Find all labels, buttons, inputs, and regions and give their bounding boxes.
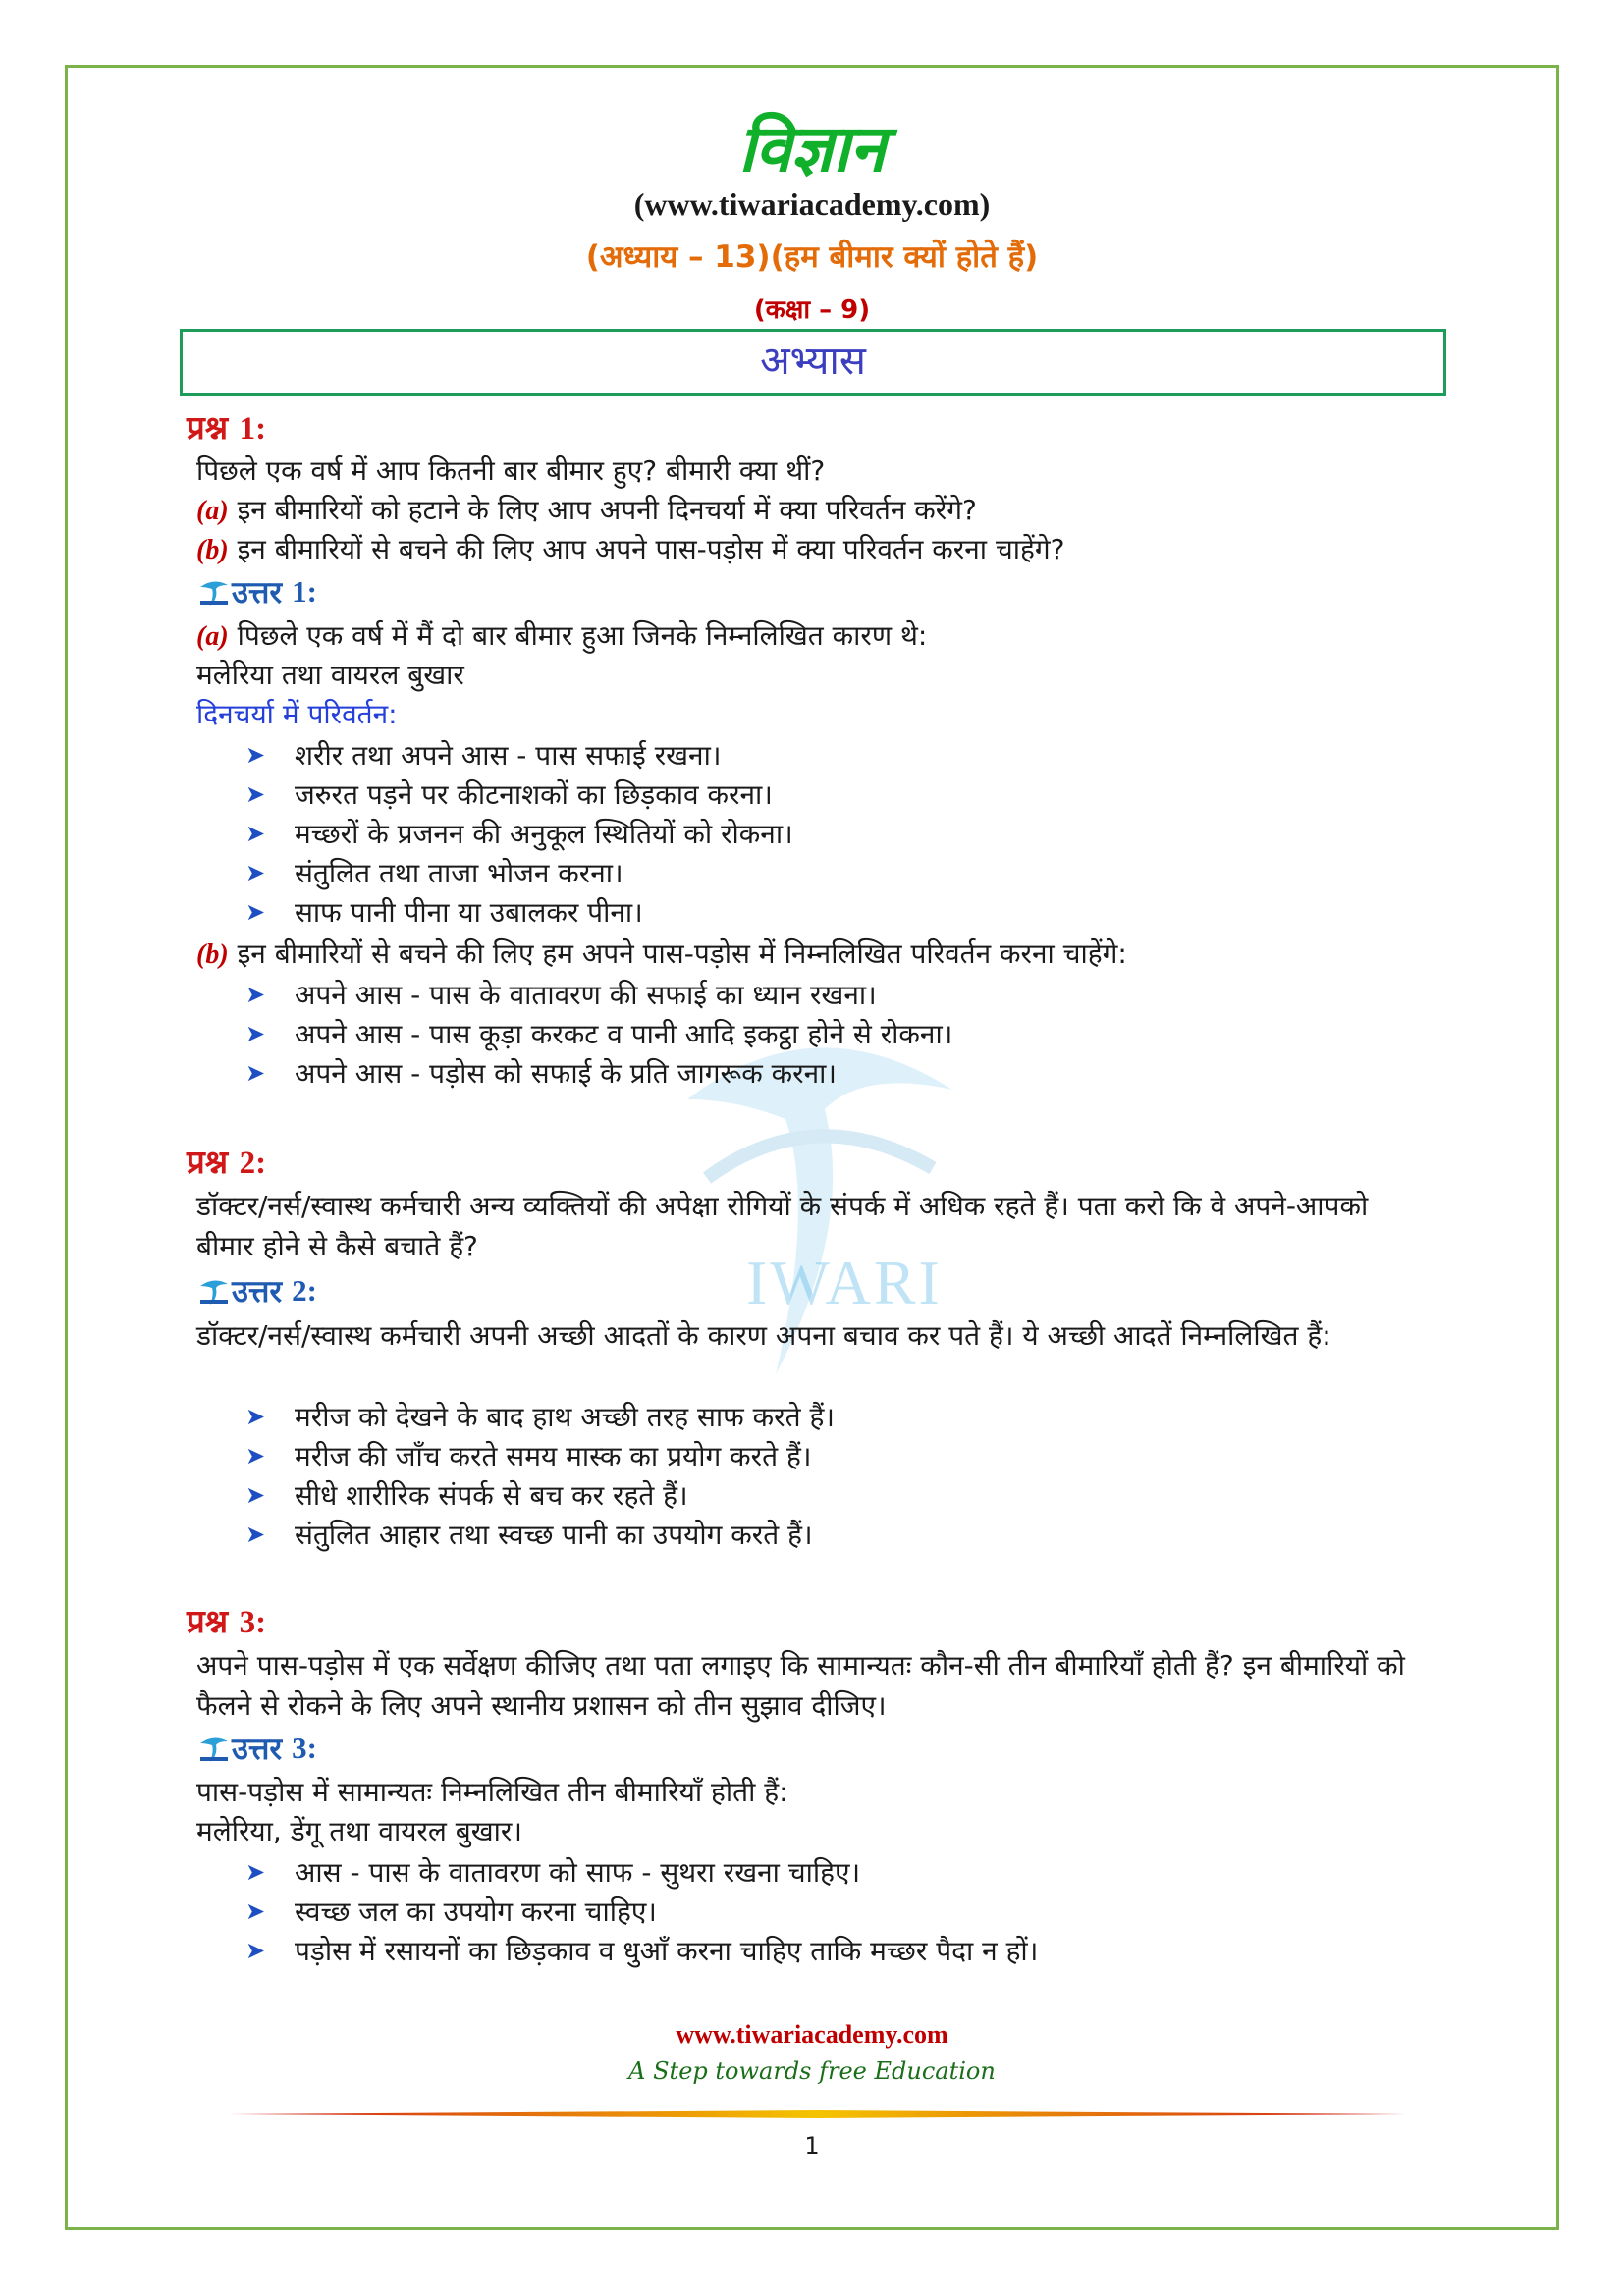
arrow-bullet-icon: ➤ (245, 1481, 266, 1509)
answer-1-heading (196, 571, 317, 613)
part-marker: (a) (196, 496, 229, 526)
answer-1-diseases: मलेरिया तथा वायरल बुखार (196, 659, 464, 691)
answer-1a (196, 616, 927, 654)
question-2-heading (187, 1139, 266, 1183)
arrow-bullet-icon: ➤ (245, 780, 266, 808)
page-number: 1 (804, 2132, 820, 2160)
part-text: पिछले एक वर्ष में मैं दो बार बीमार हुआ जिनके निम्नलिखित कारण थे: (237, 619, 928, 652)
question-number: 3: (239, 1605, 267, 1640)
list-item: ➤ अपने आस - पास के वातावरण की सफाई का ध्यान रखना। (245, 979, 877, 1011)
question-label: प्रश्न (187, 408, 229, 447)
list-item: ➤ मरीज को देखने के बाद हाथ अच्छी तरह साफ करते हैं। (245, 1401, 835, 1433)
part-marker: (a) (196, 621, 229, 652)
arrow-bullet-icon: ➤ (245, 1020, 266, 1047)
footer-divider (228, 2110, 1406, 2118)
part-text: इन बीमारियों से बचने की लिए हम अपने पास-पड़ोस में निम्नलिखित परिवर्तन करना चाहेंगे: (237, 937, 1127, 970)
list-item: ➤ अपने आस - पड़ोस को सफाई के प्रति जागरूक करना। (245, 1057, 837, 1090)
section-heading: अभ्यास (180, 329, 1446, 396)
question-1b (196, 530, 1064, 567)
answer-label: उत्तर (232, 1274, 283, 1309)
answer-3-line1: पास-पड़ोस में सामान्यतः निम्नलिखित तीन बीमारियाँ होती हैं: (196, 1776, 788, 1808)
part-marker: (b) (196, 939, 229, 970)
chapter-title: (अध्याय – 13)(हम बीमार क्यों होते हैं) (585, 240, 1039, 275)
answer-3-heading (196, 1728, 317, 1769)
question-2-text: डॉक्टर/नर्स/स्वास्थ कर्मचारी अन्य व्यक्तियों की अपेक्षा रोगियों के संपर्क में अधिक रहते हैं। पता करो कि वे अपने-आपको बीमार होने से कैसे बचाते हैं? (196, 1190, 1369, 1262)
arrow-bullet-icon: ➤ (245, 981, 266, 1008)
answer-label: उत्तर (232, 575, 283, 611)
arrow-bullet-icon: ➤ (245, 859, 266, 886)
answer-label: उत्तर (232, 1732, 283, 1767)
list-item: ➤ मच्छरों के प्रजनन की अनुकूल स्थितियों को रोकना। (245, 818, 793, 850)
list-item: ➤ मरीज की जाँच करते समय मास्क का प्रयोग करते हैं। (245, 1440, 812, 1472)
part-marker: (b) (196, 535, 229, 565)
question-1-heading (187, 404, 266, 449)
answer-2-heading (196, 1270, 317, 1311)
arrow-bullet-icon: ➤ (245, 1521, 266, 1548)
routine-heading: दिनचर्या में परिवर्तन: (196, 698, 398, 730)
list-item: ➤ शरीर तथा अपने आस - पास सफाई रखना। (245, 739, 722, 772)
class-label: (कक्षा – 9) (753, 295, 871, 325)
answer-3-line2: मलेरिया, डेंगू तथा वायरल बुखार। (196, 1815, 522, 1847)
list-item: ➤ पड़ोस में रसायनों का छिड़काव व धुआँ करना चाहिए ताकि मच्छर पैदा न हों। (245, 1935, 1039, 1967)
list-item: ➤ जरुरत पड़ने पर कीटनाशकों का छिड़काव करना। (245, 778, 773, 811)
arrow-bullet-icon: ➤ (245, 1403, 266, 1430)
page-title: विज्ञान (738, 111, 886, 187)
question-number: 1: (239, 411, 267, 447)
list-item: ➤ अपने आस - पास कूड़ा करकट व पानी आदि इकट्ठा होने से रोकना। (245, 1018, 953, 1050)
list-item: ➤ आस - पास के वातावरण को साफ - सुथरा रखना चाहिए। (245, 1856, 861, 1889)
footer-website[interactable]: www.tiwariacademy.com (676, 2020, 948, 2049)
list-item: ➤ स्वच्छ जल का उपयोग करना चाहिए। (245, 1896, 657, 1928)
answer-1b (196, 934, 1127, 972)
list-item: ➤ संतुलित आहार तथा स्वच्छ पानी का उपयोग करते हैं। (245, 1519, 813, 1551)
part-text: इन बीमारियों को हटाने के लिए आप अपनी दिनचर्या में क्या परिवर्तन करेंगे? (237, 494, 977, 526)
arrow-bullet-icon: ➤ (245, 820, 266, 847)
arrow-bullet-icon: ➤ (245, 898, 266, 926)
answer-number: 1: (292, 574, 317, 609)
tiwari-logo-icon (196, 1734, 232, 1763)
tiwari-logo-icon (196, 1276, 232, 1306)
arrow-bullet-icon: ➤ (245, 1858, 266, 1886)
question-1a (196, 491, 977, 528)
question-1-text: पिछले एक वर्ष में आप कितनी बार बीमार हुए? बीमारी क्या थीं? (196, 454, 826, 487)
watermark-text: IWARI (746, 1248, 943, 1317)
list-item: ➤ संतुलित तथा ताजा भोजन करना। (245, 857, 623, 889)
question-number: 2: (239, 1146, 267, 1181)
arrow-bullet-icon: ➤ (245, 1937, 266, 1964)
question-3-text: अपने पास-पड़ोस में एक सर्वेक्षण कीजिए तथा पता लगाइए कि सामान्यतः कौन-सी तीन बीमारियाँ होती हैं? इन बीमारियों को फैलने से रोकने के लिए अपने स्थानीय प्रशासन को तीन सुझाव दीजिए। (196, 1649, 1405, 1722)
question-label: प्रश्न (187, 1602, 229, 1640)
answer-2-text: डॉक्टर/नर्स/स्वास्थ कर्मचारी अपनी अच्छी आदतों के कारण अपना बचाव कर पते हैं। ये अच्छी आदतें निम्नलिखित हैं: (196, 1319, 1331, 1352)
arrow-bullet-icon: ➤ (245, 1059, 266, 1087)
arrow-bullet-icon: ➤ (245, 1897, 266, 1925)
answer-number: 3: (292, 1731, 317, 1765)
arrow-bullet-icon: ➤ (245, 741, 266, 769)
tiwari-logo-icon (196, 577, 232, 607)
answer-number: 2: (292, 1273, 317, 1308)
part-text: इन बीमारियों से बचने की लिए आप अपने पास-पड़ोस में क्या परिवर्तन करना चाहेंगे? (237, 533, 1065, 565)
footer-tagline: A Step towards free Education (628, 2057, 996, 2085)
list-item: ➤ सीधे शारीरिक संपर्क से बच कर रहते हैं। (245, 1479, 688, 1512)
question-label: प्रश्न (187, 1143, 229, 1181)
arrow-bullet-icon: ➤ (245, 1442, 266, 1469)
list-item: ➤ साफ पानी पीना या उबालकर पीना। (245, 896, 643, 929)
header-website[interactable]: (www.tiwariacademy.com) (633, 187, 991, 222)
question-3-heading (187, 1598, 266, 1642)
